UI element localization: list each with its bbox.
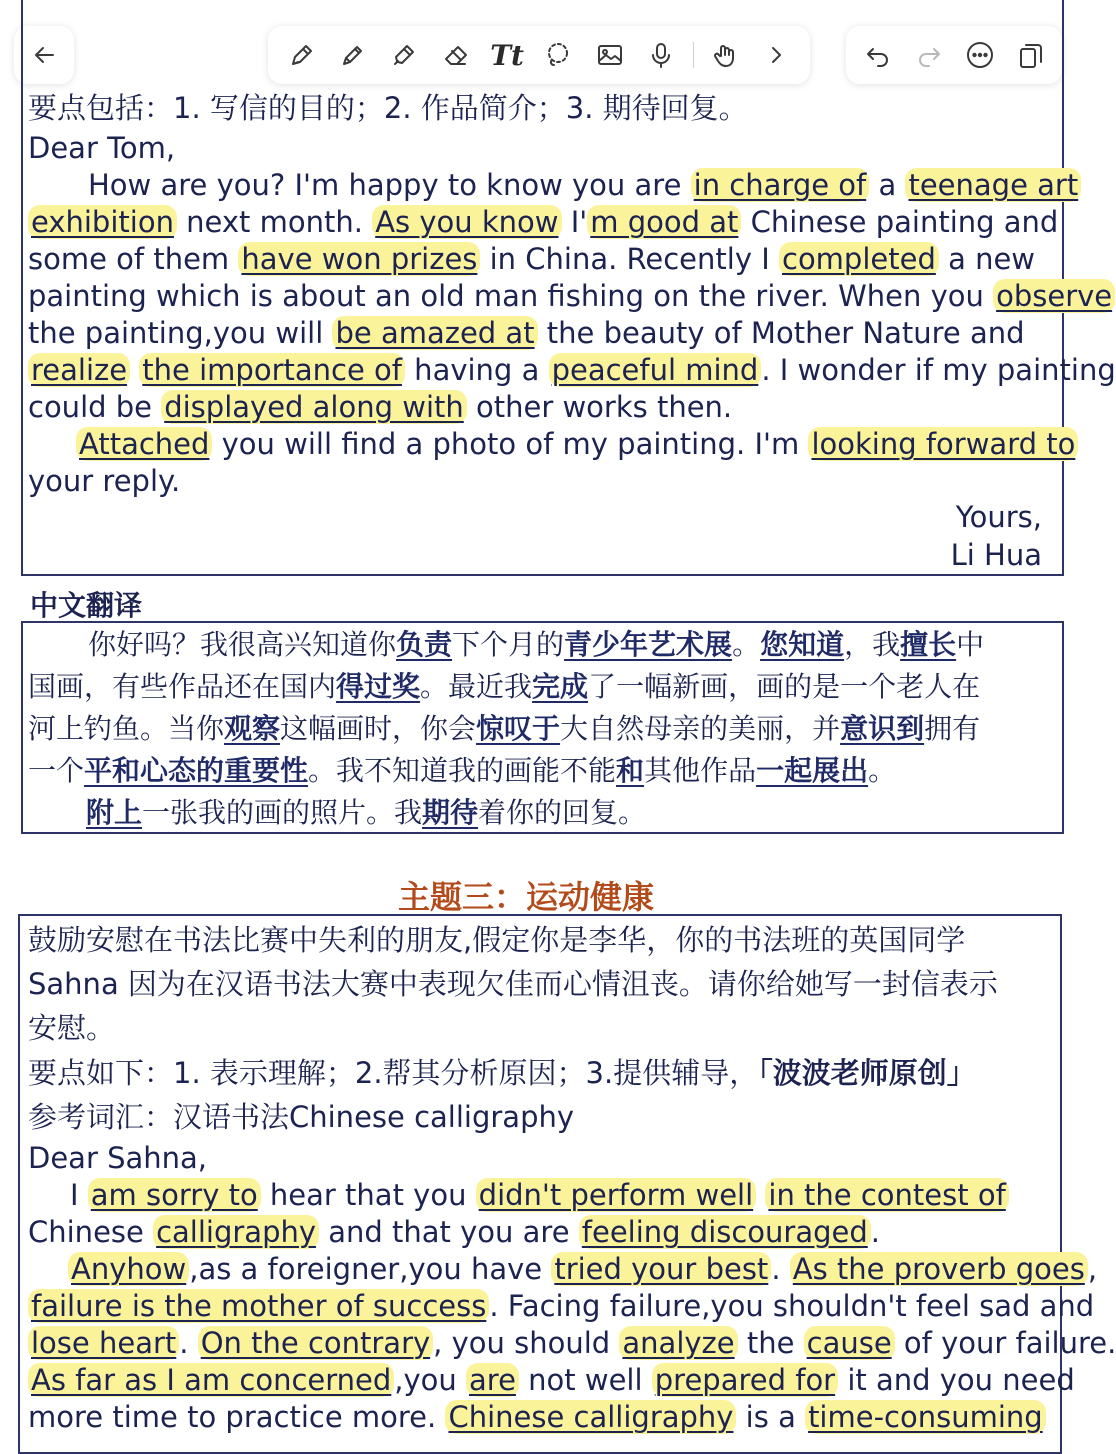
highlighted-phrase: As far as I am concerned: [28, 1363, 394, 1397]
text-run: Dear Sahna,: [28, 1141, 208, 1175]
text-run: your reply.: [28, 464, 181, 498]
highlighted-phrase: prepared for: [652, 1363, 838, 1397]
text-run: Sahna 因为在汉语书法大赛中表现欠佳而心情沮丧。请你给她写一封信表示: [28, 967, 998, 1001]
underlined-phrase: 平和心态的重要性: [84, 754, 309, 787]
text-run: some of them: [28, 242, 239, 276]
highlighted-phrase: be amazed at: [332, 316, 537, 350]
underlined-phrase: 完成: [532, 670, 589, 703]
highlighted-phrase: feeling discouraged: [579, 1215, 871, 1249]
text-run: having a: [404, 353, 549, 387]
text-run: in China. Recently I: [480, 242, 779, 276]
author-credit: 「波波老师原创」: [758, 1056, 976, 1090]
underlined-phrase: 附上: [86, 796, 143, 829]
text-run: 一张我的画的照片。我: [142, 796, 423, 829]
text-run: 。最近我: [420, 670, 533, 703]
text-run: it and you need: [838, 1363, 1075, 1397]
letter2-line: [28, 1214, 880, 1251]
letter2-line: [28, 922, 965, 959]
text-run: 了一幅新画，画的是一个老人在: [588, 670, 981, 703]
text-run: could be: [28, 390, 162, 424]
text-run: hear that you: [260, 1178, 476, 1212]
underlined-phrase: 擅长: [900, 628, 957, 661]
highlighted-phrase: time-consuming: [805, 1400, 1046, 1434]
translation-line: [28, 752, 896, 789]
text-run: 国画，有些作品还在国内: [28, 670, 337, 703]
highlighted-phrase: cause: [804, 1326, 895, 1360]
highlighted-phrase: are: [466, 1363, 519, 1397]
highlighted-phrase: analyze: [619, 1326, 737, 1360]
text-run: 。我不知道我的画能不能: [308, 754, 617, 787]
letter2-line: [68, 1251, 1097, 1288]
letter1-line: [956, 499, 1042, 536]
highlighted-phrase: peaceful mind: [549, 353, 762, 387]
letter2-line: [28, 1140, 207, 1177]
highlighted-phrase: failure is the mother of success: [28, 1289, 489, 1323]
highlighted-phrase: lose heart: [28, 1326, 179, 1360]
text-run: ,as a foreigner,you have: [189, 1252, 552, 1286]
letter2-line: [28, 1399, 1046, 1436]
text-run: painting which is about an old man fishing on the river. When you: [28, 279, 994, 313]
underlined-phrase: 得过奖: [336, 670, 421, 703]
text-run: 你好吗？我很高兴知道你: [88, 628, 397, 661]
highlighted-phrase: tried your best: [551, 1252, 771, 1286]
text-run: 大自然母亲的美丽，并: [560, 712, 841, 745]
letter1-line: [951, 537, 1042, 574]
letter2-line: [28, 1010, 115, 1047]
text-run: 。: [732, 628, 761, 661]
highlighted-phrase: completed: [779, 242, 939, 276]
text-run: Chinese painting and: [741, 205, 1059, 239]
text-run: Li Hua: [950, 538, 1042, 572]
underlined-phrase: 青少年艺术展: [564, 628, 733, 661]
underlined-phrase: 您知道: [760, 628, 845, 661]
text-run: .: [179, 1326, 198, 1360]
underlined-phrase: 惊叹于: [476, 712, 561, 745]
translation-line: [88, 626, 984, 663]
text-run: of your failure.: [894, 1326, 1116, 1360]
highlighted-phrase: realize: [28, 353, 130, 387]
underlined-phrase: 负责: [396, 628, 453, 661]
text-run: a: [869, 168, 906, 202]
text-run: the painting,you will: [28, 316, 333, 350]
highlighted-phrase: the importance of: [139, 353, 405, 387]
letter2-line: [28, 1325, 1116, 1362]
text-run: [756, 1178, 765, 1212]
text-tool-icon[interactable]: Tt: [490, 38, 524, 72]
highlighted-phrase: Chinese calligraphy: [445, 1400, 736, 1434]
text-run: ，我: [844, 628, 901, 661]
underlined-phrase: 观察: [224, 712, 281, 745]
letter2-line: [28, 966, 998, 1003]
text-run: ,: [1087, 1252, 1098, 1286]
highlighted-phrase: am sorry to: [88, 1178, 261, 1212]
text-run: .: [870, 1215, 880, 1249]
letter1-line: [28, 315, 1025, 352]
letter1-line: [28, 241, 1035, 278]
translation-line: [28, 710, 980, 747]
text-run: 一个: [28, 754, 85, 787]
text-run: 参考词汇：汉语书法Chinese calligraphy: [28, 1100, 575, 1134]
highlighted-phrase: in charge of: [691, 168, 870, 202]
text-run: 要点包括：1. 写信的目的；2. 作品简介；3. 期待回复。: [28, 91, 748, 125]
text-run: ,you: [394, 1363, 467, 1397]
translation-line: [28, 668, 980, 705]
text-run: 。: [868, 754, 897, 787]
underlined-phrase: 和: [616, 754, 645, 787]
text-run: 鼓励安慰在书法比赛中失利的朋友,假定你是李华，你的书法班的英国同学: [28, 923, 966, 957]
highlighted-phrase: As you know: [372, 205, 561, 239]
text-run: [130, 353, 139, 387]
text-run: 下个月的: [452, 628, 565, 661]
text-run: Chinese: [28, 1215, 154, 1249]
text-run: next month.: [176, 205, 373, 239]
underlined-phrase: 一起展出: [756, 754, 869, 787]
letter1-line: [28, 352, 1116, 389]
text-run: . I wonder if my painting: [761, 353, 1116, 387]
text-run: not well: [518, 1363, 652, 1397]
letter1-line: [28, 463, 180, 500]
text-run: the beauty of Mother Nature and: [537, 316, 1025, 350]
highlighted-phrase: observe: [993, 279, 1115, 313]
letter1-line: [28, 278, 1115, 315]
highlighted-phrase: Anyhow: [68, 1252, 189, 1286]
letter1-line: [28, 204, 1058, 241]
text-run: the: [737, 1326, 804, 1360]
text-run: 着你的回复。: [478, 796, 647, 829]
text-run: 其他作品: [644, 754, 757, 787]
letter1-line: [76, 426, 1078, 463]
highlighted-phrase: in the contest of: [765, 1178, 1008, 1212]
letter2-line: [28, 1055, 976, 1092]
highlighted-phrase: exhibition: [28, 205, 177, 239]
highlighted-phrase: calligraphy: [153, 1215, 319, 1249]
text-run: I: [70, 1178, 88, 1212]
highlighted-phrase: displayed along with: [161, 390, 467, 424]
text-run: .: [771, 1252, 790, 1286]
letter2-line: [28, 1362, 1075, 1399]
text-run: 要点如下：1. 表示理解；2.帮其分析原因；3.提供辅导，: [28, 1056, 759, 1090]
letter2-line: [28, 1288, 1094, 1325]
letter1-line: [88, 167, 1081, 204]
letter1-line: [28, 130, 175, 167]
highlighted-phrase: have won prizes: [238, 242, 480, 276]
text-run: a new: [938, 242, 1036, 276]
translation-heading: 中文翻译: [30, 589, 143, 622]
text-run: How are you? I'm happy to know you are: [88, 168, 691, 202]
text-run: Dear Tom,: [28, 131, 176, 165]
text-run: and that you are: [319, 1215, 579, 1249]
translation-line: [86, 794, 646, 831]
highlighted-phrase: didn't perform well: [476, 1178, 757, 1212]
text-run: Yours,: [955, 500, 1042, 534]
text-run: more time to practice more.: [28, 1400, 446, 1434]
text-run: I': [561, 205, 588, 239]
text-run: 这幅画时，你会: [280, 712, 477, 745]
letter1-line: [28, 389, 732, 426]
text-run: you will find a photo of my painting. I'm: [212, 427, 809, 461]
highlighted-phrase: m good at: [587, 205, 741, 239]
letter2-line: [70, 1177, 1009, 1214]
highlighted-phrase: As the proverb goes: [790, 1252, 1088, 1286]
highlighted-phrase: looking forward to: [808, 427, 1078, 461]
letter1-line: [28, 90, 748, 127]
text-run: 拥有: [924, 712, 981, 745]
highlighted-phrase: teenage art: [905, 168, 1081, 202]
text-run: 中: [956, 628, 985, 661]
text-run: , you should: [433, 1326, 620, 1360]
highlighted-phrase: On the contrary: [198, 1326, 433, 1360]
text-run: 河上钓鱼。当你: [28, 712, 225, 745]
letter2-line: [28, 1099, 574, 1136]
topic-heading: 主题三：运动健康: [398, 878, 655, 916]
underlined-phrase: 期待: [422, 796, 479, 829]
underlined-phrase: 意识到: [840, 712, 925, 745]
text-run: . Facing failure,you shouldn't feel sad and: [489, 1289, 1095, 1323]
text-run: other works then.: [466, 390, 733, 424]
text-run: 安慰。: [28, 1011, 116, 1045]
text-run: is a: [736, 1400, 806, 1434]
highlighted-phrase: Attached: [76, 427, 212, 461]
